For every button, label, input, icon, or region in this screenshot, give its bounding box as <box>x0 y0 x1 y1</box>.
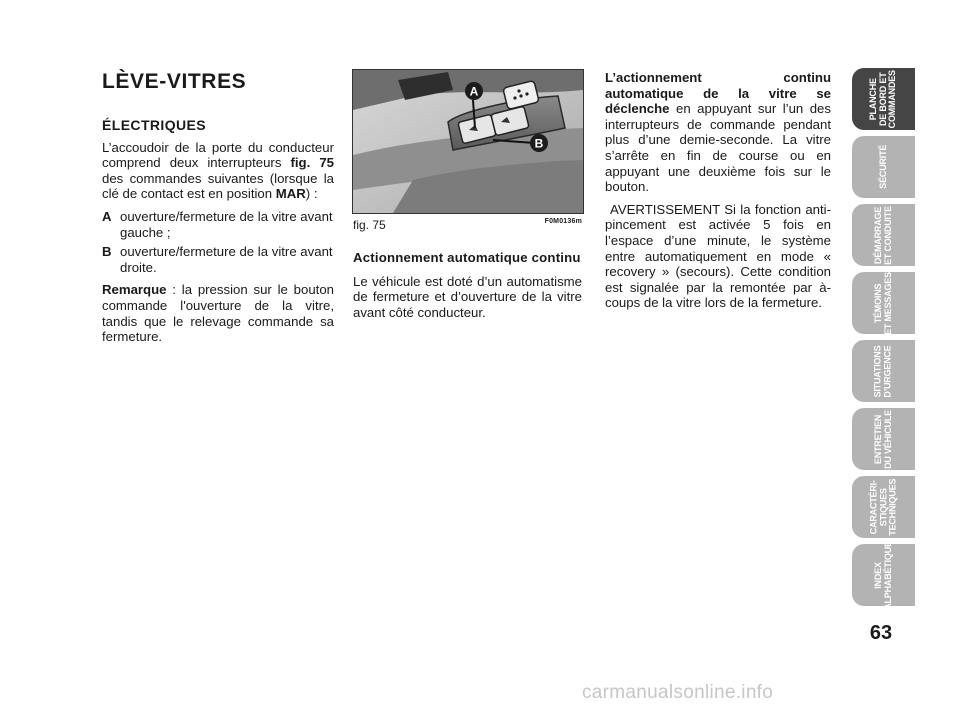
key-position: MAR <box>275 186 306 202</box>
figure-caption <box>353 218 582 232</box>
list-item <box>102 209 334 240</box>
chapter-tab[interactable] <box>852 136 915 198</box>
chapter-tab[interactable] <box>852 340 915 402</box>
continuous-text: en appuyant sur l’un des interrupteurs de commande pendant plus d’une demie-seconde. La vitre s’arrête en fin de course ou en appuyant une deuxième fois sur le bouton. <box>605 101 831 195</box>
chapter-tab-label: DÉMARRAGE ET CONDUITE <box>873 205 893 265</box>
figure-number: fig. 75 <box>353 218 386 232</box>
chapter-tab[interactable] <box>852 408 915 470</box>
intro-text-1: L’accoudoir de la porte du conducteur comprend deux interrupteurs <box>102 139 334 171</box>
chapter-tab-label: TÉMOINS ET MESSAGES <box>872 271 893 335</box>
chapter-tab-label: ENTRETIEN DU VÉHICULE <box>873 409 893 469</box>
chapter-tab[interactable] <box>852 476 915 538</box>
list-item-letter: A <box>102 208 112 224</box>
column-right <box>605 70 831 318</box>
figure-code: F0M0136m <box>544 218 582 225</box>
remark-text: : la pression sur le bouton commande l'ouverture de la vitre, tandis que le relevage commande sa fermeture. <box>102 282 334 345</box>
chapter-tab[interactable] <box>852 272 915 334</box>
list-item <box>102 244 334 275</box>
figure-window-switches <box>352 69 584 214</box>
column-middle <box>353 250 582 327</box>
remark-label: Remarque <box>102 282 167 298</box>
chapter-tab[interactable] <box>852 204 915 266</box>
column-left <box>102 70 334 352</box>
intro-text-3: ) : <box>305 186 318 202</box>
chapter-tab-label: PLANCHE DE BORD ET COMMANDES <box>868 69 898 129</box>
chapter-tab-label: CARACTÉRI- STIQUES TECHNIQUES <box>868 478 898 536</box>
figure-label-a: A <box>469 84 479 99</box>
list-item-letter: B <box>102 244 112 260</box>
page-title: LÈVE-VITRES <box>102 70 247 93</box>
intro-text-2: des commandes suivantes (lorsque la clé de contact est en position <box>102 170 334 202</box>
list-item-text: ouverture/fermeture de la vitre avant droite. <box>120 244 333 275</box>
door-armrest-illustration <box>353 70 583 213</box>
auto-paragraph: Le véhicule est doté d’un automatisme de fermeture et d’ouverture de la vitre avant côté conducteur. <box>353 273 582 320</box>
chapter-tab-label: SÉCURITÉ <box>877 145 888 189</box>
watermark: carmanualsonline.info <box>582 682 774 703</box>
page-number: 63 <box>869 622 893 644</box>
chapter-tab[interactable] <box>852 68 915 130</box>
section-subtitle: ÉLECTRIQUES <box>102 117 206 133</box>
chapter-tab-label: SITUATIONS D’URGENCE <box>873 344 893 398</box>
section-heading: Actionnement automatique continu <box>353 250 581 265</box>
continuous-paragraph <box>605 70 831 195</box>
chapter-tab[interactable] <box>852 540 915 610</box>
list-item-text: ouverture/fermeture de la vitre avant gauche ; <box>120 208 333 240</box>
figure-label-b: B <box>534 136 544 151</box>
remark-paragraph <box>102 282 334 344</box>
chapter-tab-label: INDEX ALPHABÉTIQUE <box>873 540 893 610</box>
warning-paragraph: AVERTISSEMENT Si la fonction anti-pincement est activée 5 fois en l’espace d’une minute, le système entre automatiquement en mode « recovery » (secours). Cette condition est signalée par la remontée par à-coups de la vitre lors de la fermeture. <box>605 201 831 311</box>
continuous-bold: L’actionnement continu automatique de la vitre se déclenche <box>605 70 831 117</box>
figure-reference: fig. 75 <box>290 155 334 171</box>
intro-paragraph <box>102 140 334 202</box>
